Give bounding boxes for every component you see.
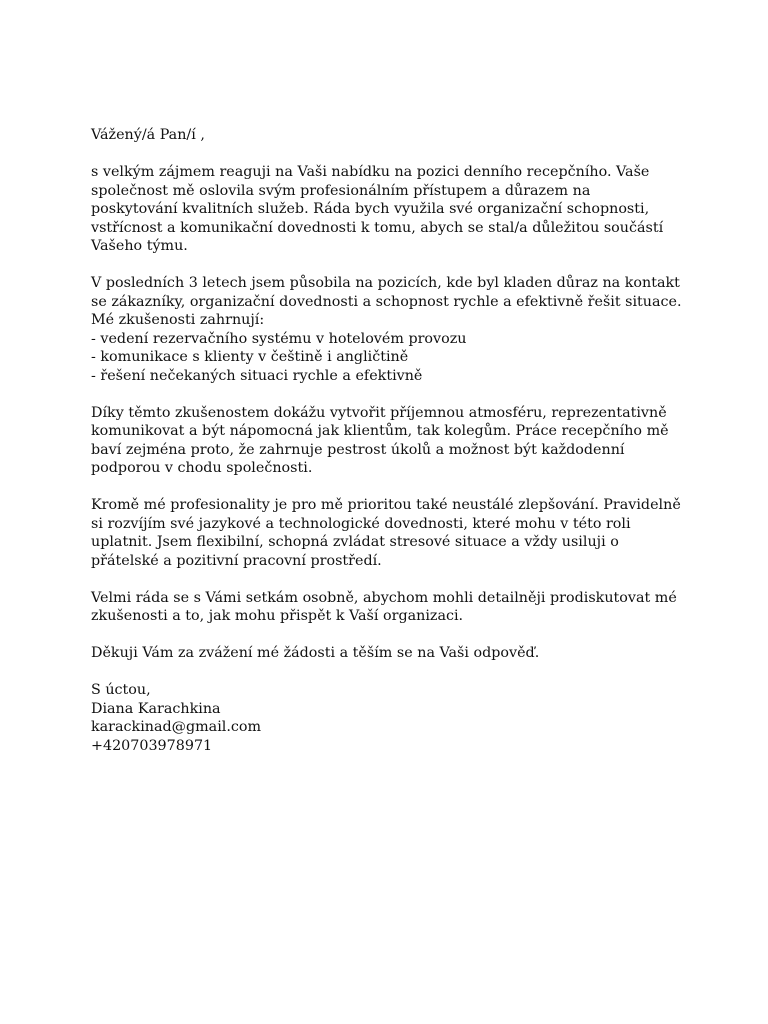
sender-phone: +420703978971 [91, 737, 213, 754]
text-line: Velmi ráda se s Vámi setkám osobně, abychom mohli detailněji prodiskutovat mé [91, 589, 677, 606]
list-item: - vedení rezervačního systému v hotelovém provozu [91, 330, 467, 347]
sender-email: karackinad@gmail.com [91, 719, 262, 735]
paragraph-gap [91, 626, 691, 645]
paragraph-gap [91, 663, 691, 682]
paragraph-gap [91, 256, 691, 275]
text-line: vstřícnost a komunikační dovednosti k tomu, abych se stal/a důležitou součástí [91, 219, 664, 236]
paragraph-professionalism [91, 496, 691, 570]
signature-block [91, 681, 691, 755]
paragraph-skills [91, 404, 691, 478]
text-line: Mé zkušenosti zahrnují: [91, 312, 265, 328]
text-line: přátelské a pozitivní pracovní prostředí. [91, 552, 382, 569]
text-line: Díky těmto zkušenostem dokážu vytvořit příjemnou atmosféru, reprezentativně [91, 404, 667, 421]
paragraph-thanks [91, 644, 691, 663]
letter-page [91, 126, 691, 755]
paragraph-gap [91, 385, 691, 404]
paragraph-meeting [91, 589, 691, 626]
list-item: - řešení nečekaných situaci rychle a efektivně [91, 367, 423, 384]
text-line: zkušenosti a to, jak mohu přispět k Vaší organizaci. [91, 608, 464, 624]
text-line: uplatnit. Jsem flexibilní, schopná zvládat stresové situace a vždy usiluji o [91, 534, 619, 550]
sender-name: Diana Karachkina [91, 700, 221, 717]
paragraph-gap [91, 570, 691, 589]
text-line: podporou v chodu společnosti. [91, 460, 313, 476]
text-line: Děkuji Vám za zvážení mé žádosti a těším se na Vaši odpověď. [91, 645, 540, 661]
closing-greeting: S úctou, [91, 682, 151, 698]
text-line: V posledních 3 letech jsem působila na pozicích, kde byl kladen důraz na kontakt [91, 275, 680, 291]
text-line: se zákazníky, organizační dovednosti a schopnost rychle a efektivně řešit situace. [91, 293, 682, 310]
text-line: Vašeho týmu. [91, 238, 188, 254]
list-item: - komunikace s klienty v češtině i angličtině [91, 349, 409, 365]
paragraph-intro [91, 163, 691, 256]
salutation: Vážený/á Pan/í , [91, 127, 205, 143]
text-line: s velkým zájmem reaguji na Vaši nabídku na pozici denního recepčního. Vaše [91, 164, 650, 180]
paragraph-experience [91, 274, 691, 385]
text-line: baví zejména proto, že zahrnuje pestrost úkolů a možnost být každodenní [91, 441, 625, 458]
text-line: komunikovat a být nápomocná jak klientům, tak kolegům. Práce recepčního mě [91, 423, 669, 439]
text-line: Kromě mé profesionality je pro mě prioritou také neustálé zlepšování. Pravidelně [91, 497, 681, 513]
text-line: si rozvíjím své jazykové a technologické dovednosti, které mohu v této roli [91, 515, 631, 532]
text-line: společnost mě oslovila svým profesionálním přístupem a důrazem na [91, 182, 591, 199]
paragraph-gap [91, 145, 691, 164]
text-line: poskytování kvalitních služeb. Ráda bych využila své organizační schopnosti, [91, 201, 650, 217]
paragraph-gap [91, 478, 691, 497]
